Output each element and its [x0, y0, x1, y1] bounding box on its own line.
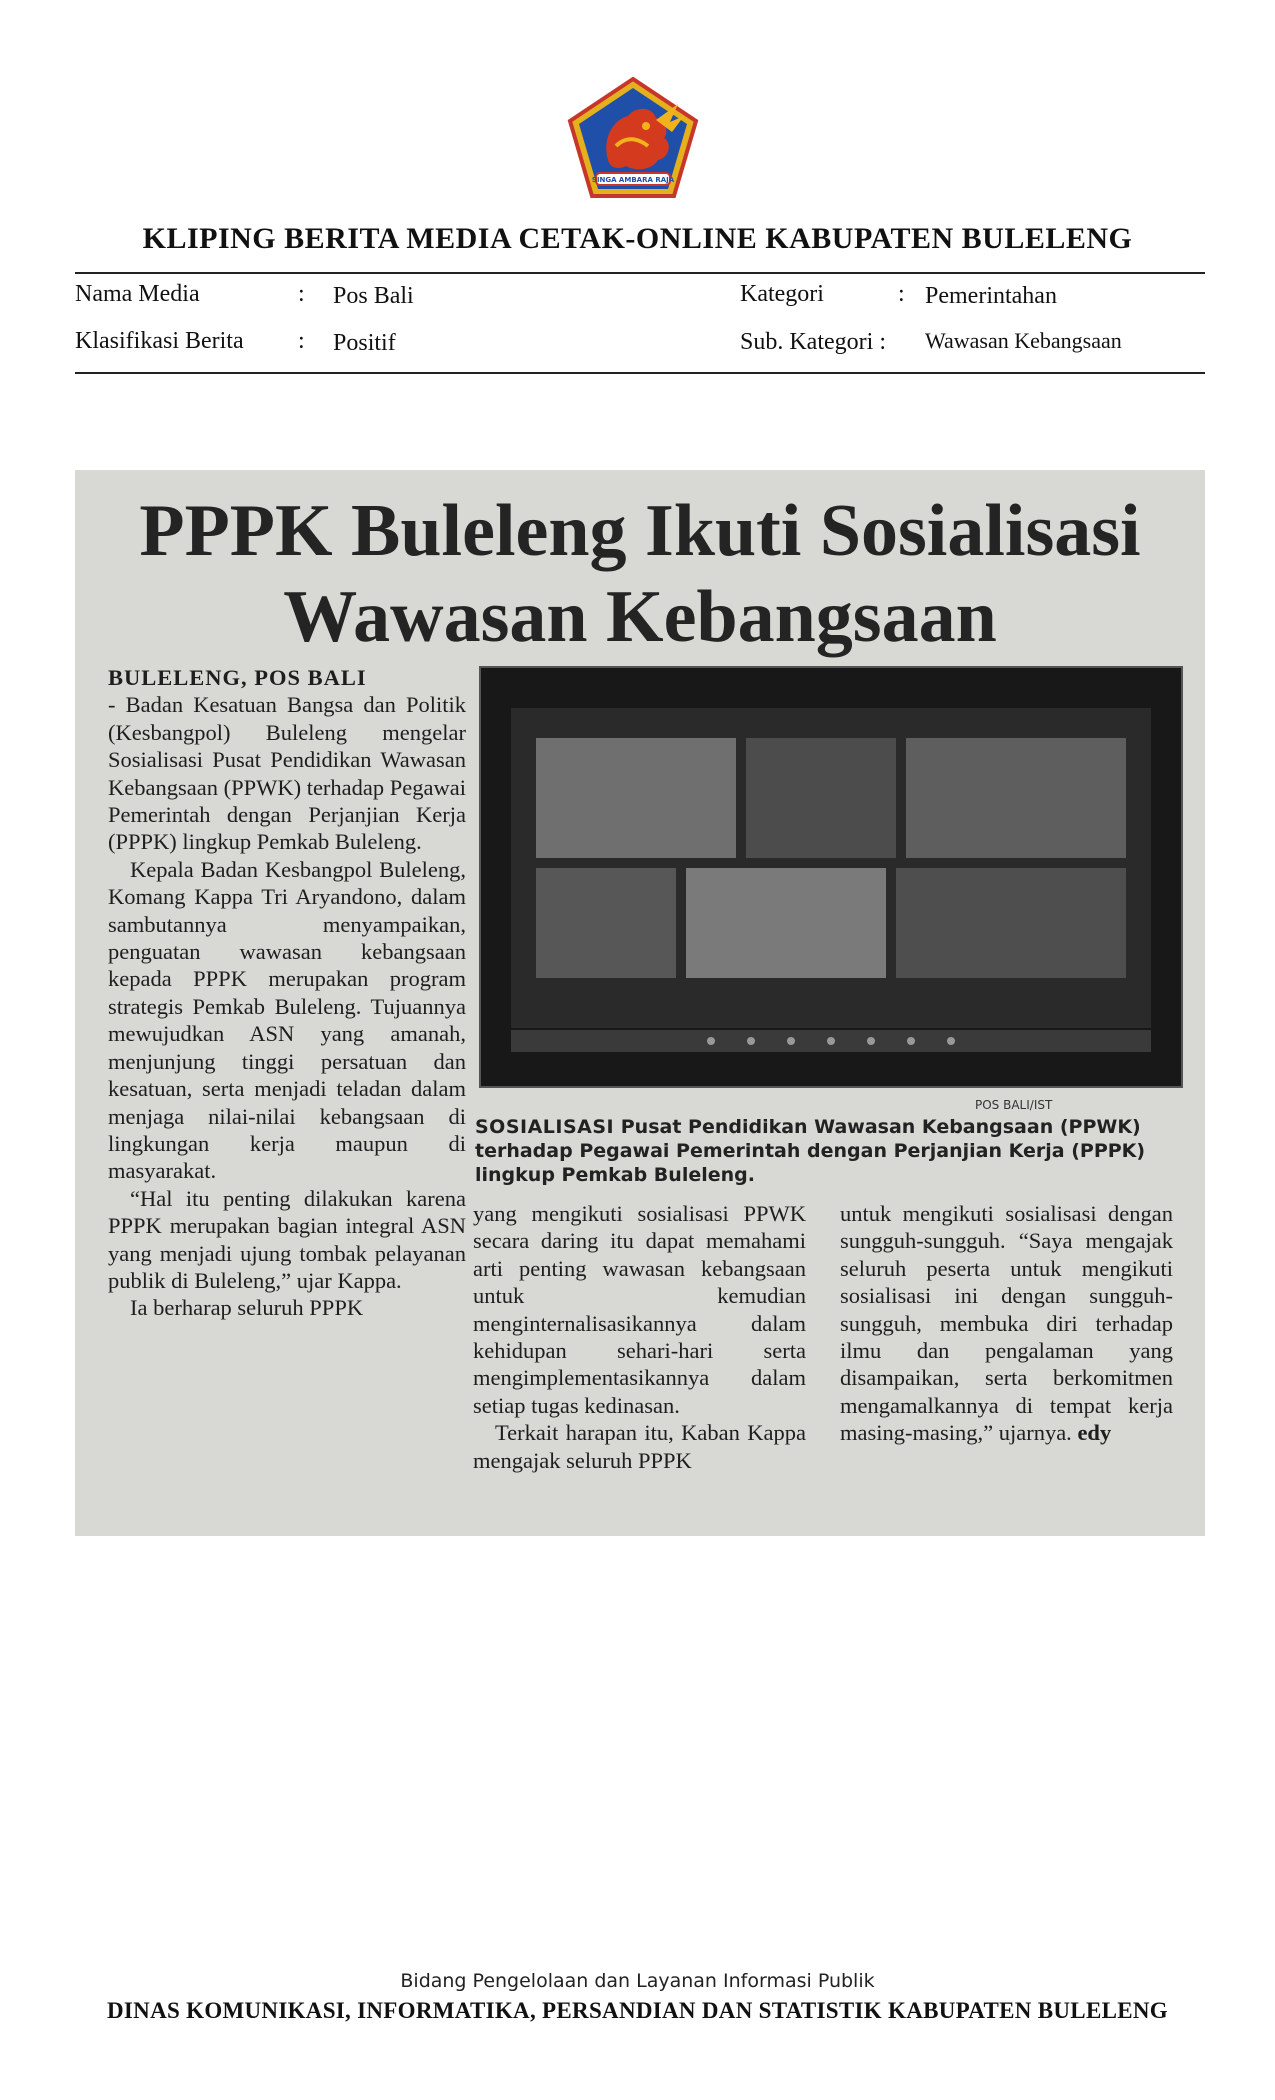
- kategori-label: Kategori: [740, 281, 824, 307]
- col2-paragraph-2: Terkait harapan itu, Kaban Kappa mengajak seluruh PPPK: [473, 1420, 806, 1473]
- article-photo: [479, 666, 1183, 1088]
- photo-credit: POS BALI/IST: [975, 1098, 1053, 1112]
- headline-line-2: Wawasan Kebangsaan: [283, 576, 997, 658]
- col1-paragraph-1: - Badan Kesatuan Bangsa dan Politik (Kesbangpol) Buleleng mengelar Sosialisasi Pusat Pendidikan Wawasan Kebangsaan (PPWK) terhadap Pegawai Pemerintah dengan Perjanjian Kerja (PPPK) lingkup Pemkab Buleleng.: [108, 692, 467, 855]
- media-label: Nama Media: [75, 281, 200, 307]
- article-signature: edy: [1077, 1420, 1112, 1446]
- classification-colon: :: [298, 328, 305, 354]
- subkategori-label: Sub. Kategori :: [740, 329, 886, 355]
- video-conference-photo: [481, 668, 1181, 1086]
- article-column-3: [840, 1200, 1173, 1447]
- header-rule-top: [75, 272, 1205, 274]
- col1-paragraph-3: “Hal itu penting dilakukan karena PPPK merupakan bagian integral ASN yang menjadi ujung tombak pelayanan publik di Buleleng,” ujar Kappa.: [108, 1185, 466, 1293]
- photo-caption: [475, 1115, 1175, 1187]
- headline-line-1: PPPK Buleleng Ikuti Sosialisasi: [139, 490, 1141, 572]
- media-colon: :: [298, 281, 305, 307]
- classification-label: Klasifikasi Berita: [75, 328, 244, 354]
- col2-paragraph-1: yang mengikuti sosialisasi PPWK secara daring itu dapat memahami arti penting wawasan kebangsaan untuk kemudian menginternalisasikannya dalam kehidupan sehari-hari serta mengimplementasikannya dalam setiap tugas kedinasan.: [473, 1201, 806, 1418]
- footer-agency: DINAS KOMUNIKASI, INFORMATIKA, PERSANDIAN DAN STATISTIK KABUPATEN BULELENG: [107, 1998, 1168, 2023]
- col3-paragraph-1: untuk mengikuti sosialisasi dengan sungguh-sungguh. “Saya mengajak seluruh peserta untuk mengikuti sosialisasi ini dengan sungguh-sungguh, membuka diri terhadap ilmu dan pengalaman yang disampaikan, serta berkomitmen mengamalkannya di tempat kerja masing-masing,” ujarnya.: [840, 1201, 1173, 1446]
- caption-keyword: SOSIALISASI: [475, 1116, 615, 1138]
- media-value: Pos Bali: [333, 283, 414, 309]
- document-title: KLIPING BERITA MEDIA CETAK-ONLINE KABUPATEN BULELENG: [142, 222, 1133, 255]
- newspaper-clipping: [75, 470, 1205, 1536]
- caption-text: Pusat Pendidikan Wawasan Kebangsaan (PPWK) terhadap Pegawai Pemerintah dengan Perjanjian Kerja (PPPK) lingkup Pemkab Buleleng.: [475, 1116, 1146, 1186]
- header-rule-bottom: [75, 372, 1205, 374]
- classification-value: Positif: [333, 330, 396, 356]
- col1-paragraph-2: Kepala Badan Kesbangpol Buleleng, Komang Kappa Tri Aryandono, dalam sambutannya menyampaikan, penguatan wawasan kebangsaan kepada PPPK merupakan program strategis Pemkab Buleleng. Tujuannya mewujudkan ASN yang amanah, menjunjung tinggi persatuan dan kesatuan, serta menjadi teladan dalam menjaga nilai-nilai kebangsaan di lingkungan kerja maupun di masyarakat.: [108, 856, 466, 1184]
- kategori-value: Pemerintahan: [925, 283, 1057, 309]
- article-column-2: [473, 1200, 806, 1474]
- kategori-colon: :: [898, 281, 905, 307]
- footer-division: Bidang Pengelolaan dan Layanan Informasi Publik: [400, 1970, 875, 1992]
- article-dateline: BULELENG, POS BALI: [108, 665, 367, 690]
- subkategori-value: Wawasan Kebangsaan: [925, 328, 1122, 353]
- logo-motto: SINGA AMBARA RAJA: [591, 176, 675, 184]
- col1-paragraph-4: Ia berharap seluruh PPPK: [130, 1295, 364, 1321]
- kabupaten-buleleng-emblem: [566, 76, 700, 200]
- article-headline: [75, 488, 1205, 660]
- article-column-1: [108, 664, 466, 1322]
